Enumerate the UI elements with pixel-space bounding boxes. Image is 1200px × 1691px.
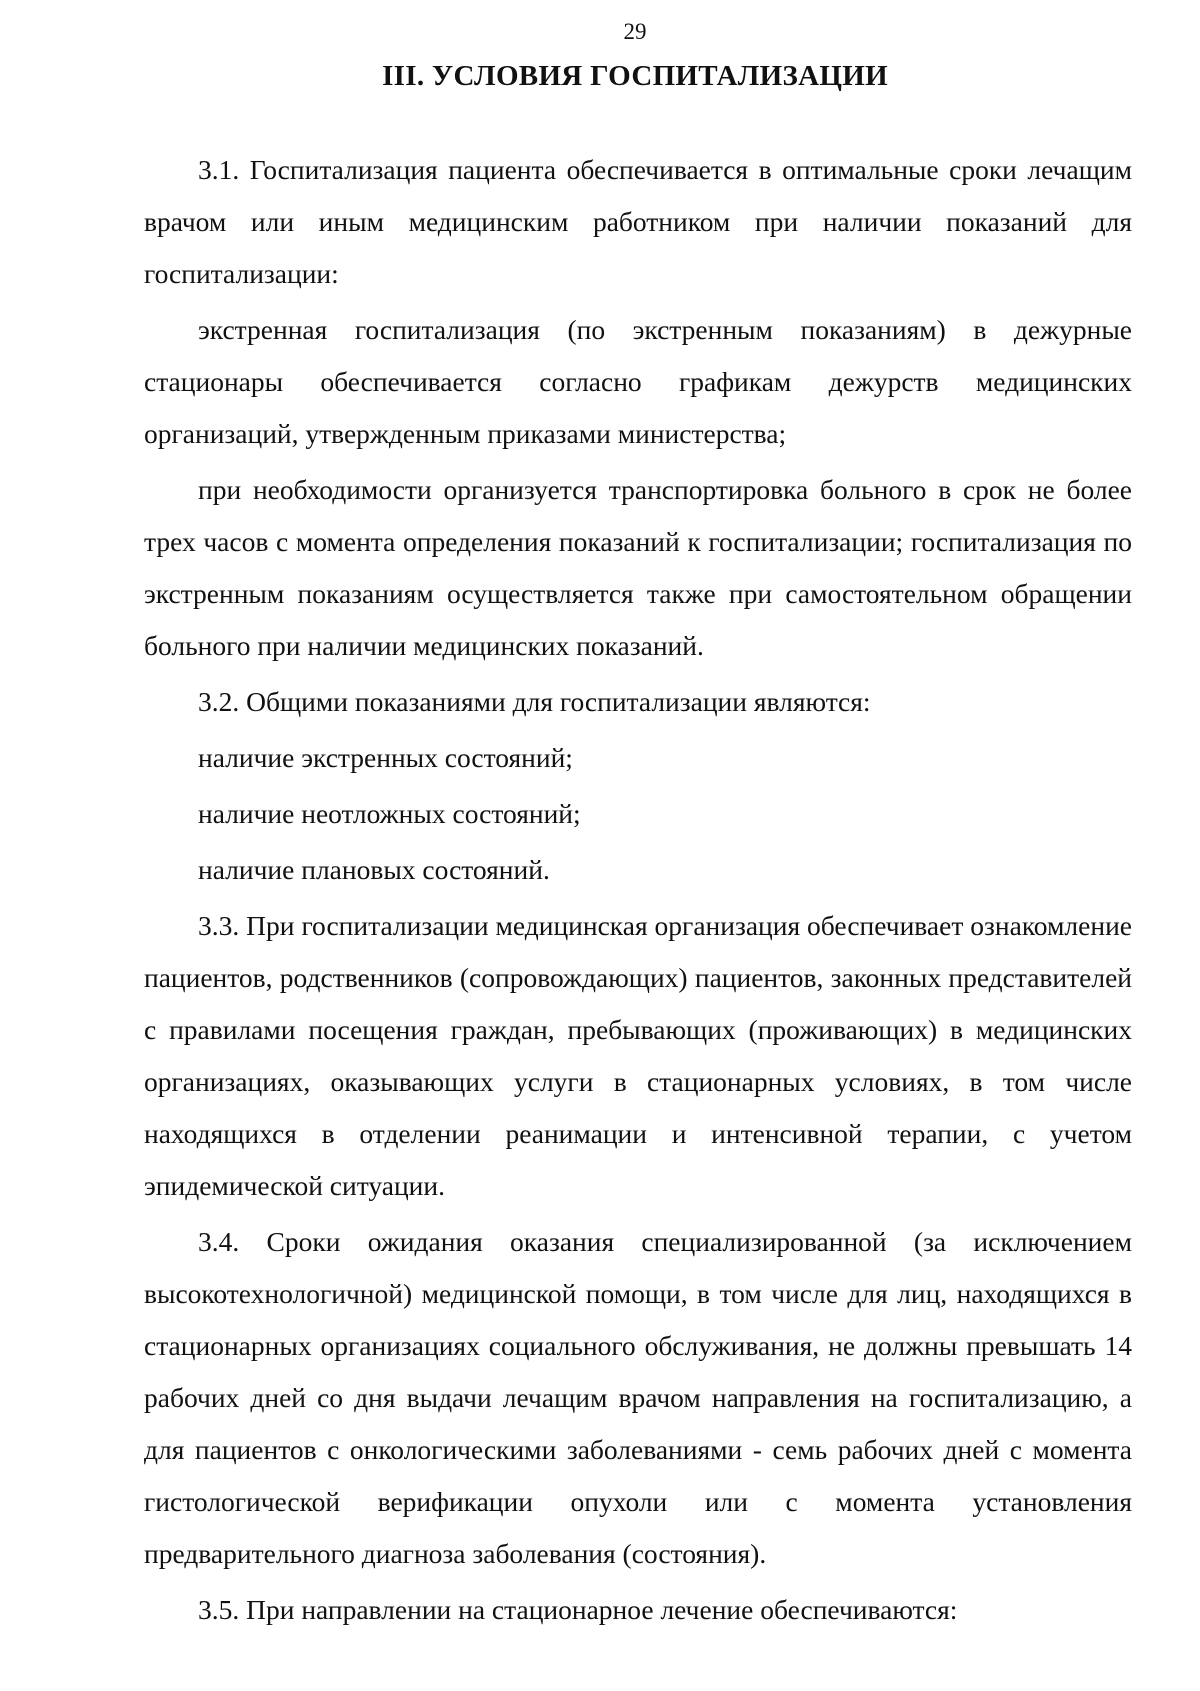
list-item-planned-conditions: наличие плановых состояний. bbox=[198, 854, 550, 885]
paragraph-emergency-hospitalization: экстренная госпитализация (по экстренным показаниям) в дежурные стационары обеспечивается согласно графикам дежурств медицинских организаций, утвержденным приказами министерства; bbox=[144, 314, 1132, 449]
paragraph-transportation: при необходимости организуется транспортировка больного в срок не более трех часов с момента определения показаний к госпитализации; госпитализация по экстренным показаниям осуществляется также при самостоятельном обращении больного при наличии медицинских показаний. bbox=[144, 474, 1132, 661]
section-heading: III. УСЛОВИЯ ГОСПИТАЛИЗАЦИИ bbox=[382, 60, 888, 92]
paragraph-3-5: 3.5. При направлении на стационарное лечение обеспечиваются: bbox=[198, 1594, 958, 1625]
paragraph-3-4: 3.4. Сроки ожидания оказания специализированной (за исключением высокотехнологичной) медицинской помощи, в том числе для лиц, находящихся в стационарных организациях социального обслуживания, не должны превышать 14 рабочих дней со дня выдачи лечащим врачом направления на госпитализацию, а для пациентов с онкологическими заболеваниями - семь рабочих дней с момента гистологической верификации опухоли или с момента установления предварительного диагноза заболевания (состояния). bbox=[144, 1226, 1132, 1569]
page-number: 29 bbox=[623, 19, 647, 44]
list-item-urgent-conditions: наличие неотложных состояний; bbox=[198, 798, 581, 829]
list-item-emergency-conditions: наличие экстренных состояний; bbox=[198, 742, 573, 773]
paragraph-3-3: 3.3. При госпитализации медицинская организация обеспечивает ознакомление пациентов, родственников (сопровождающих) пациентов, законных представителей с правилами посещения граждан, пребывающих (проживающих) в медицинских организациях, оказывающих услуги в стационарных условиях, в том числе находящихся в отделении реанимации и интенсивной терапии, с учетом эпидемической ситуации. bbox=[144, 910, 1132, 1201]
paragraph-3-1: 3.1. Госпитализация пациента обеспечивается в оптимальные сроки лечащим врачом или иным медицинским работником при наличии показаний для госпитализации: bbox=[144, 154, 1132, 289]
document-body bbox=[144, 144, 1132, 1636]
paragraph-3-2: 3.2. Общими показаниями для госпитализации являются: bbox=[198, 686, 871, 717]
